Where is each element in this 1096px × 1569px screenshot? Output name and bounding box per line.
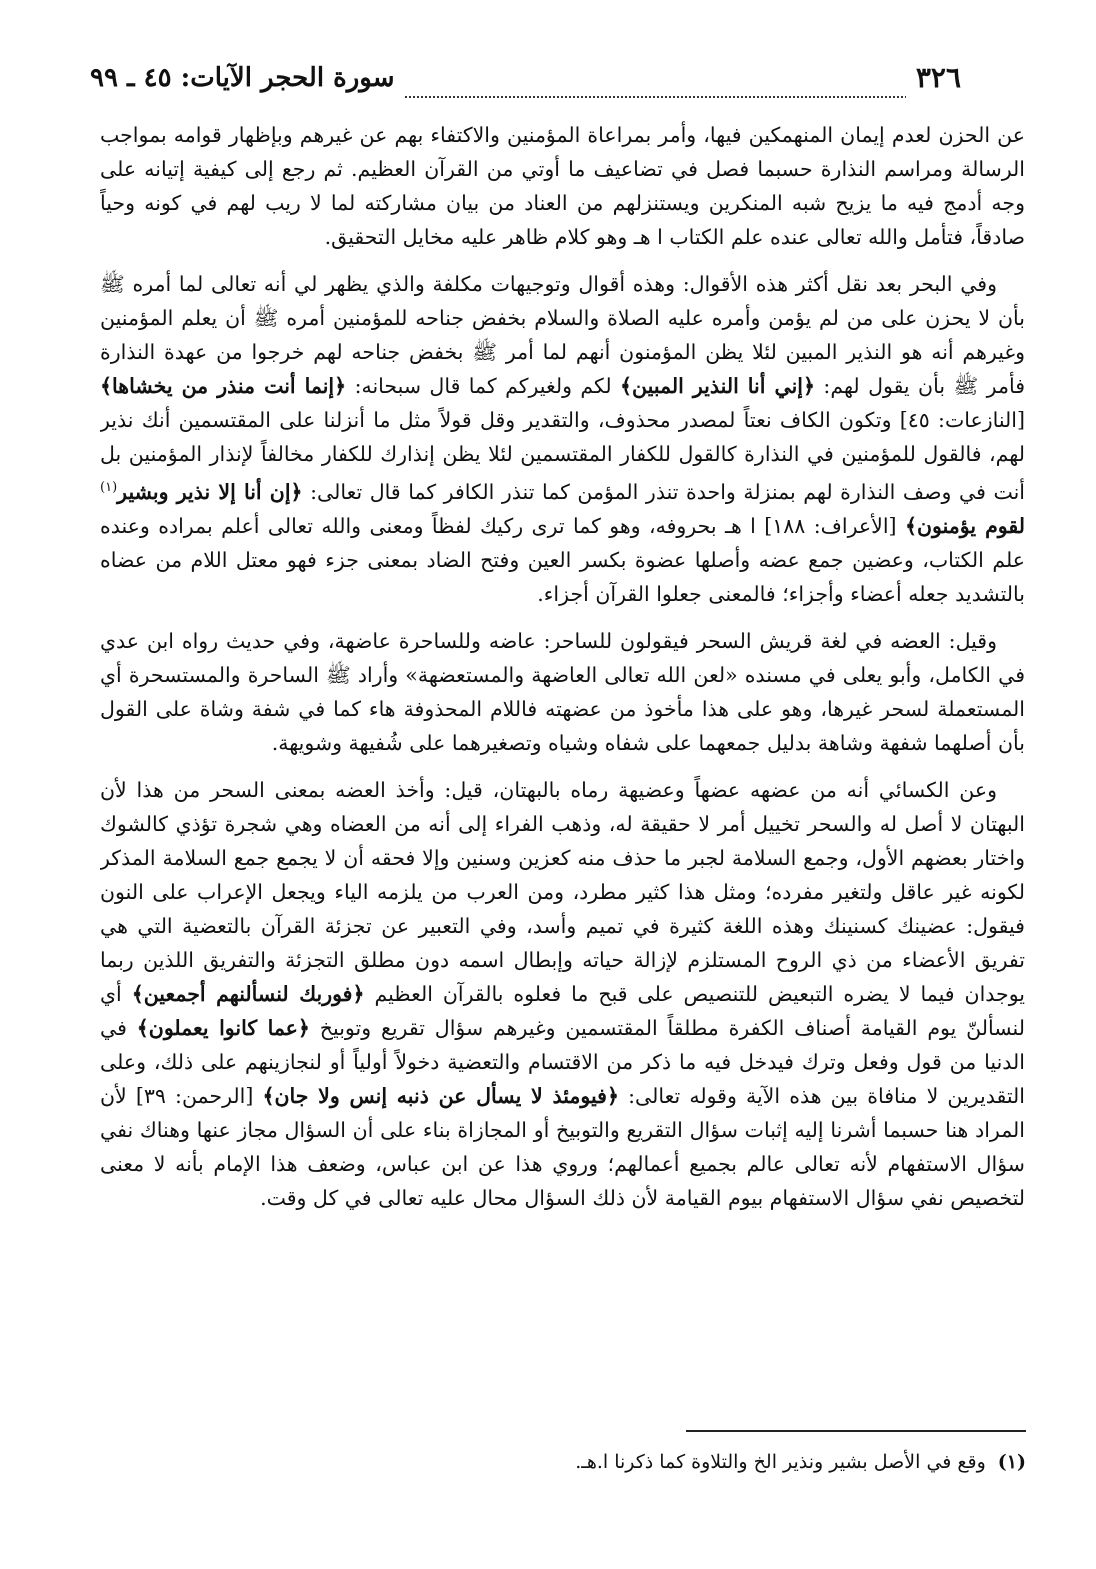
paragraph-text: وقيل: العضه في لغة قريش السحر فيقولون للساحر: عاضه وللساحرة عاضهة، وفي حديث رواه ابن عدي في الكامل، وأبو يعلى في مسنده «لعن الله تعالى العاضهة والمستعضهة» وأراد ﷺ الساحرة والمستسحرة أي المستعملة لسحر غيرها، وهو على هذا مأخوذ من عضهته فاللام المحذوفة هاء كما في شفة وشاة على القول بأن أصلهما شفهة وشاهة بدليل جمعهما على شفاه وشياه وتصغيرهما على شُفيهة وشويهة. xyxy=(100,628,1025,755)
paragraph xyxy=(100,267,1025,611)
quran-verse: ﴿إن أنا إلا نذير وبشير xyxy=(117,479,303,504)
running-title: سورة الحجر الآيات: ٤٥ ـ ٩٩ xyxy=(90,58,405,98)
footnote-number: (١) xyxy=(997,1451,1026,1473)
paragraph-text: أي لنسألنّ يوم القيامة أصناف الكفرة مطلقاً المقتسمين وغيرهم سؤال تقريع وتوبيخ xyxy=(100,981,1025,1040)
footnote xyxy=(126,1448,1026,1476)
paragraph-text: عن الحزن لعدم إيمان المنهمكين فيها، وأمر بمراعاة المؤمنين والاكتفاء بهم عن غيرهم وبإظهار قوامه بمواجب الرسالة ومراسم النذارة حسبما فصل في تضاعيف ما أوتي من القرآن العظيم. ثم رجع إلى كيفية إتيانه على وجه أدمج فيه ما يزيح شبه المنكرين ويستنزلهم من العناد من بيان مشاركته لما لا ريب لهم في كونه وحياً صادقاً، فتأمل والله تعالى عنده علم الكتاب ا هـ وهو كلام ظاهر عليه مخايل التحقيق. xyxy=(100,123,1025,249)
quran-verse: لقوم يؤمنون﴾ xyxy=(904,513,1025,538)
footnote-ref: (١) xyxy=(100,480,118,495)
paragraph-text: [الرحمن: ٣٩] لأن المراد هنا حسبما أشرنا إليه إثبات سؤال التقريع والتوبيخ أو المجازاة بناء على أن السؤال مجاز عنها وهناك نفي سؤال الاستفهام لأنه تعالى عالم بجميع أعمالهم؛ وروي هذا عن ابن عباس، وضعف هذا الإمام بأنه لا معنى لتخصيص نفي سؤال الاستفهام بيوم القيامة لأن ذلك السؤال محال عليه تعالى في كل وقت. xyxy=(100,1083,1025,1210)
page-number: ٣٢٦ xyxy=(906,58,961,98)
paragraph xyxy=(100,118,1025,254)
footnote-separator xyxy=(686,1430,1026,1432)
paragraph-text: في الدنيا من قول وفعل وترك فيدخل فيه ما ذكر من الاقتسام والتعضية دخولاً أولياً أو لنجازينهم على ذلك، وعلى التقديرين لا منافاة بين هذه الآية وقوله تعالى: xyxy=(100,1015,1025,1108)
paragraph xyxy=(100,773,1025,1215)
quran-verse: ﴿فوربك لنسألنهم أجمعين﴾ xyxy=(131,981,365,1006)
quran-verse: ﴿عما كانوا يعملون﴾ xyxy=(136,1015,310,1040)
quran-verse: ﴿إنما أنت منذر من يخشاها﴾ xyxy=(100,374,347,398)
paragraph-text: [الأعراف: ١٨٨] ا هـ بحروفه، وهو كما ترى ركيك لفظاً ومعنى والله تعالى أعلم بمراده وعنده علم الكتاب، وعضين جمع عضه وأصلها عضوة بكسر العين وفتح الضاد بمعنى جزء فهو معتل اللام من عضاه بالتشديد جعله أعضاء وأجزاء؛ فالمعنى جعلوا القرآن أجزاء. xyxy=(100,513,1025,606)
paragraph-text: وعن الكسائي أنه من عضهه عضهاً وعضيهة رماه بالبهتان، قيل: وأخذ العضه بمعنى السحر من هذا لأن البهتان لا أصل له والسحر تخييل أمر لا حقيقة له، وذهب الفراء إلى أنه من العضاه وهي شجرة تؤذي كالشوك واختار بعضهم الأول، وجمع السلامة لجبر ما حذف منه كعزين وسنين وإلا فحقه أن لا يجمع جمع السلامة المذكر لكونه غير عاقل ولتغير مفرده؛ ومثل هذا كثير مطرد، ومن العرب من يلزمه الياء ويجعل الإعراب على النون فيقول: عضينك كسنينك وهذه اللغة كثيرة في تميم وأسد، وفي التعبير عن تجزئة القرآن بالتعضية التي هي تفريق الأعضاء من ذي الروح المستلزم لإزالة حياته وإبطال اسمه دون مطلق التجزئة والتفريق اللذين ربما يوجدان فيما لا يضره التبعيض للتنصيص على قبح ما فعلوه بالقرآن العظيم xyxy=(100,777,1025,1006)
paragraph xyxy=(100,624,1025,760)
paragraph-text: [النازعات: ٤٥] وتكون الكاف نعتاً لمصدر محذوف، والتقدير وقل قولاً مثل ما أنزلنا على المقتسمين أنك نذير لهم، فالقول للمؤمنين في النذارة كالقول للكفار المقتسمين لئلا يظن إنذارك للكفار مخالفاً لإنذار المؤمنين بل أنت في وصف النذارة لهم بمنزلة واحدة تنذر المؤمن كما تنذر الكافر كما قال تعالى: xyxy=(100,408,1025,504)
paragraph-text: لكم ولغيركم كما قال سبحانه: xyxy=(346,374,621,398)
quran-verse: ﴿فيومئذ لا يسأل عن ذنبه إنس ولا جان﴾ xyxy=(262,1083,619,1108)
page-body xyxy=(100,118,1025,1398)
quran-verse: ﴿إني أنا النذير المبين﴾ xyxy=(620,374,815,398)
footnote-text: وقع في الأصل بشير ونذير الخ والتلاوة كما ذكرنا ا.هـ. xyxy=(575,1451,986,1473)
paragraph-text: وفي البحر بعد نقل أكثر هذه الأقوال: وهذه أقوال وتوجيهات مكلفة والذي يظهر لي أنه تعالى لما أمره ﷺ بأن لا يحزن على من لم يؤمن وأمره عليه الصلاة والسلام بخفض جناحه للمؤمنين أمره ﷺ أن يعلم المؤمنين وغيرهم أنه هو النذير المبين لئلا يظن المؤمنون أنهم لما أمر ﷺ بخفض جناحه لهم خرجوا من عهدة النذارة فأمر ﷺ بأن يقول لهم: xyxy=(100,272,1025,398)
